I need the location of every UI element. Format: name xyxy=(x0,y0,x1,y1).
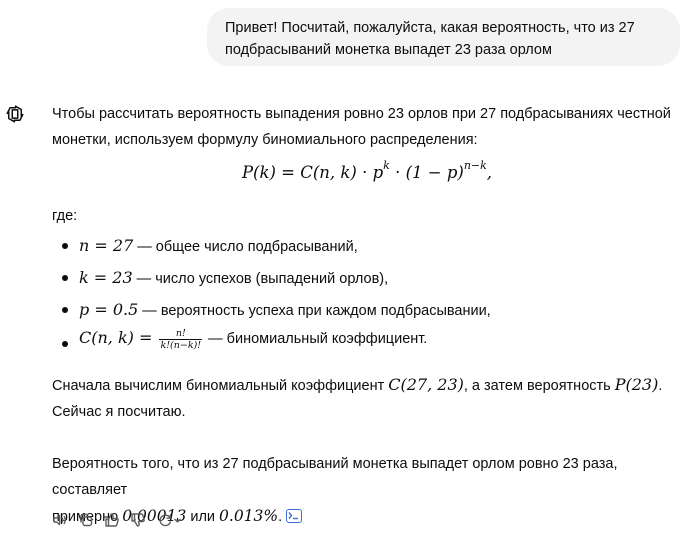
copy-button[interactable] xyxy=(77,511,95,529)
read-aloud-icon xyxy=(52,512,68,528)
calc-paragraph xyxy=(52,372,682,425)
regenerate-button[interactable] xyxy=(155,511,183,529)
user-message-bubble xyxy=(207,8,680,66)
thumbs-down-button[interactable] xyxy=(129,511,147,529)
math-n: n = 27 xyxy=(79,236,134,255)
list-item-k xyxy=(79,267,388,290)
result-text: . xyxy=(278,509,283,525)
thumbs-up-button[interactable] xyxy=(103,511,121,529)
calc-text: . xyxy=(658,378,663,394)
formula-exponent-n-minus-k: n−k xyxy=(463,159,487,172)
openai-logo-icon xyxy=(4,103,26,125)
formula-exponent-k: k xyxy=(383,159,390,172)
formula-base: P(k) = C(n, k) · p xyxy=(241,163,384,182)
fraction-numerator: n! xyxy=(159,328,202,340)
list-item-c xyxy=(79,327,427,351)
math-result-decimal: 0.00013 xyxy=(122,507,187,525)
bullet-marker xyxy=(62,307,68,313)
result-text: Вероятность того, что из 27 подбрасываний монетка выпадет орлом ровно 23 раза, составляет xyxy=(52,456,618,498)
calc-line2: Сейчас я посчитаю. xyxy=(52,404,186,420)
formula-middle: · (1 − p) xyxy=(389,163,464,182)
fraction xyxy=(159,328,202,351)
list-item-p xyxy=(79,299,491,322)
list-item-n xyxy=(79,235,358,258)
assistant-avatar xyxy=(2,101,28,127)
item-text: — общее число подбрасываний, xyxy=(133,239,358,255)
formula-end: , xyxy=(486,163,493,182)
result-text: или xyxy=(186,509,220,525)
binomial-formula xyxy=(52,159,682,182)
message-actions xyxy=(51,511,183,529)
thumbs-up-icon xyxy=(104,512,120,528)
copy-icon xyxy=(78,512,94,528)
math-p-23: P(23) xyxy=(614,375,659,394)
analysis-citation-icon[interactable] xyxy=(286,509,302,523)
intro-paragraph: Чтобы рассчитать вероятность выпадения ровно 23 орлов при 27 подбрасываниях честной монетки, используем формулу биномиального распределения: xyxy=(52,106,671,148)
chevron-down-icon xyxy=(173,516,182,525)
math-k: k = 23 xyxy=(79,268,133,287)
result-text: примерно xyxy=(52,509,123,525)
where-label: где: xyxy=(52,208,78,224)
math-result-percent: 0.013% xyxy=(219,507,279,525)
item-text: — вероятность успеха при каждом подбрасывании, xyxy=(138,303,491,319)
item-text: — число успехов (выпадений орлов), xyxy=(132,271,389,287)
bullet-marker xyxy=(62,341,68,347)
math-p: p = 0.5 xyxy=(79,300,139,319)
calc-text: , а затем вероятность xyxy=(463,378,615,394)
math-c: C(n, k) = xyxy=(79,328,158,347)
thumbs-down-icon xyxy=(130,512,146,528)
bullet-marker xyxy=(62,243,68,249)
read-aloud-button[interactable] xyxy=(51,511,69,529)
regenerate-icon xyxy=(157,512,173,528)
calc-text: Сначала вычислим биномиальный коэффициент xyxy=(52,378,389,394)
bullet-marker xyxy=(62,275,68,281)
user-message-text: Привет! Посчитай, пожалуйста, какая вероятность, что из 27 подбрасываний монетка выпадет 23 раза орлом xyxy=(225,20,635,58)
math-c-27-23: C(27, 23) xyxy=(388,375,464,394)
fraction-denominator: k!(n−k)! xyxy=(160,339,202,351)
item-text: — биномиальный коэффициент. xyxy=(204,331,428,347)
